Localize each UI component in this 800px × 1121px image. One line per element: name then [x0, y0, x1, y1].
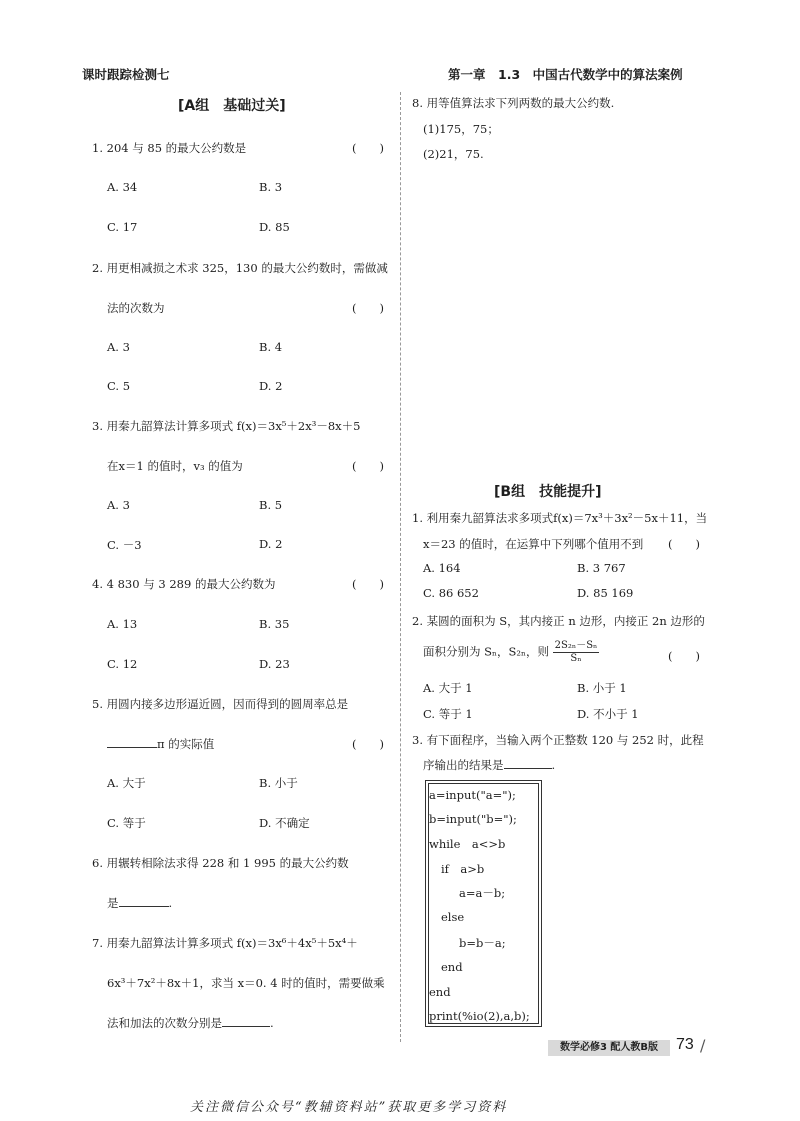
q2-line2: 法的次数为	[107, 301, 165, 315]
q6-line1: 6. 用辗转相除法求得 228 和 1 995 的最大公约数	[92, 856, 349, 870]
b2-line1: 2. 某圆的面积为 S，其内接正 n 边形，内接正 2n 边形的	[412, 614, 705, 628]
q5-option-b: B. 小于	[259, 776, 298, 790]
b2-fraction-numerator: 2S₂ₙ－Sₙ	[554, 640, 598, 651]
q7-line1: 7. 用秦九韶算法计算多项式 f(x)＝3x⁶＋4x⁵＋5x⁴＋	[92, 936, 358, 950]
q2-line1: 2. 用更相减损之术求 325，130 的最大公约数时，需做减	[92, 261, 388, 275]
q3-paren: ( )	[352, 459, 384, 473]
q5-option-d: D. 不确定	[259, 816, 310, 830]
code-line-1: a=input("a=");	[429, 788, 516, 802]
q2-option-b: B. 4	[259, 340, 283, 354]
b2-option-a: A. 大于 1	[423, 681, 473, 695]
q1-option-c: C. 17	[107, 220, 138, 234]
q2-option-c: C. 5	[107, 379, 131, 393]
b3-line2-prefix: 序输出的结果是	[423, 758, 504, 772]
q1-option-b: B. 3	[259, 180, 283, 194]
q5-line2-text: π 的实际值	[157, 737, 215, 751]
b2-line2-text: 面积分别为 Sₙ，S₂ₙ，则	[423, 644, 549, 659]
section-b-title: [B组 技能提升]	[494, 484, 602, 500]
q4-option-d: D. 23	[259, 657, 290, 671]
b2-option-c: C. 等于 1	[423, 707, 473, 721]
q5-option-a: A. 大于	[107, 776, 146, 790]
q1-option-a: A. 34	[107, 180, 138, 194]
q2-paren: ( )	[352, 301, 384, 315]
b3-line1: 3. 有下面程序，当输入两个正整数 120 与 252 时，此程	[412, 733, 704, 747]
q1-stem: 1. 204 与 85 的最大公约数是	[92, 141, 247, 155]
code-line-2: b=input("b=");	[429, 812, 517, 826]
q5-line2	[107, 736, 214, 752]
q4-option-c: C. 12	[107, 657, 138, 671]
q3-option-c: C. －3	[107, 538, 142, 552]
q7-line3-suffix: .	[270, 1016, 274, 1030]
section-a-title: [A组 基础过关]	[178, 98, 286, 114]
b1-line1: 1. 利用秦九韶算法求多项式f(x)＝7x³＋3x²－5x＋11，当	[412, 511, 708, 525]
q2-option-d: D. 2	[259, 379, 283, 393]
q5-line1: 5. 用圆内接多边形逼近圆，因而得到的圆周率总是	[92, 697, 349, 711]
code-line-4: if a>b	[441, 862, 485, 876]
q1-paren: ( )	[352, 141, 384, 155]
q5-paren: ( )	[352, 737, 384, 751]
code-line-3: while a<>b	[429, 837, 506, 851]
q4-option-b: B. 35	[259, 617, 290, 631]
code-line-8: end	[441, 960, 463, 974]
b3-line2	[423, 757, 555, 773]
q7-blank	[222, 1016, 270, 1027]
q3-line2: 在x＝1 的值时，v₃ 的值为	[107, 459, 243, 473]
q1-option-d: D. 85	[259, 220, 290, 234]
q5-option-c: C. 等于	[107, 816, 146, 830]
b2-fraction	[553, 640, 600, 665]
q3-line1: 3. 用秦九韶算法计算多项式 f(x)＝3x⁵＋2x³－8x＋5	[92, 419, 361, 433]
code-line-7: b=b－a;	[459, 936, 506, 950]
b1-paren: ( )	[668, 537, 700, 551]
q8-stem: 8. 用等值算法求下列两数的最大公约数.	[412, 96, 615, 110]
q3-option-b: B. 5	[259, 498, 283, 512]
q8-part2: (2)21，75.	[423, 147, 484, 161]
page-number: 73	[676, 1036, 694, 1053]
page-slash: /	[700, 1036, 706, 1055]
q6-line2-prefix: 是	[107, 896, 119, 910]
b2-paren: ( )	[668, 649, 700, 663]
book-tag: 数学必修3 配人教B版	[548, 1040, 670, 1056]
q7-line2: 6x³＋7x²＋8x＋1，求当 x＝0. 4 时的值时，需要做乘	[107, 976, 385, 990]
code-line-10: print(%io(2),a,b);	[429, 1009, 530, 1023]
q3-option-d: D. 2	[259, 537, 283, 551]
b2-line2	[423, 640, 599, 665]
q6-blank	[119, 896, 169, 907]
q2-option-a: A. 3	[107, 340, 130, 354]
q3-option-a: A. 3	[107, 498, 130, 512]
column-divider	[400, 92, 401, 1042]
b1-option-c: C. 86 652	[423, 586, 479, 600]
bottom-handwritten-note: 关注微信公众号“教辅资料站”获取更多学习资料	[190, 1100, 508, 1115]
q6-line2-suffix: .	[168, 896, 173, 910]
code-line-5: a=a－b;	[459, 886, 506, 900]
code-line-9: end	[429, 985, 451, 999]
header-left: 课时跟踪检测七	[82, 67, 170, 82]
q8-part1: (1)175，75；	[423, 122, 499, 136]
q6-line2	[107, 895, 172, 911]
b3-line2-suffix: .	[551, 758, 556, 772]
b2-option-d: D. 不小于 1	[577, 707, 639, 721]
code-line-6: else	[441, 910, 465, 924]
q4-stem: 4. 4 830 与 3 289 的最大公约数为	[92, 577, 276, 591]
b1-option-d: D. 85 169	[577, 586, 634, 600]
q7-line3	[107, 1015, 274, 1031]
b2-fraction-denominator: Sₙ	[570, 653, 582, 664]
b1-option-a: A. 164	[423, 561, 461, 575]
b1-option-b: B. 3 767	[577, 561, 626, 575]
b1-line2: x＝23 的值时，在运算中下列哪个值用不到	[423, 537, 644, 551]
q4-paren: ( )	[352, 577, 384, 591]
b2-option-b: B. 小于 1	[577, 681, 627, 695]
q5-blank	[107, 737, 157, 748]
q7-line3-prefix: 法和加法的次数分别是	[107, 1016, 222, 1030]
b3-blank	[504, 758, 552, 769]
q4-option-a: A. 13	[107, 617, 138, 631]
header-right: 第一章 1.3 中国古代数学中的算法案例	[448, 67, 683, 82]
